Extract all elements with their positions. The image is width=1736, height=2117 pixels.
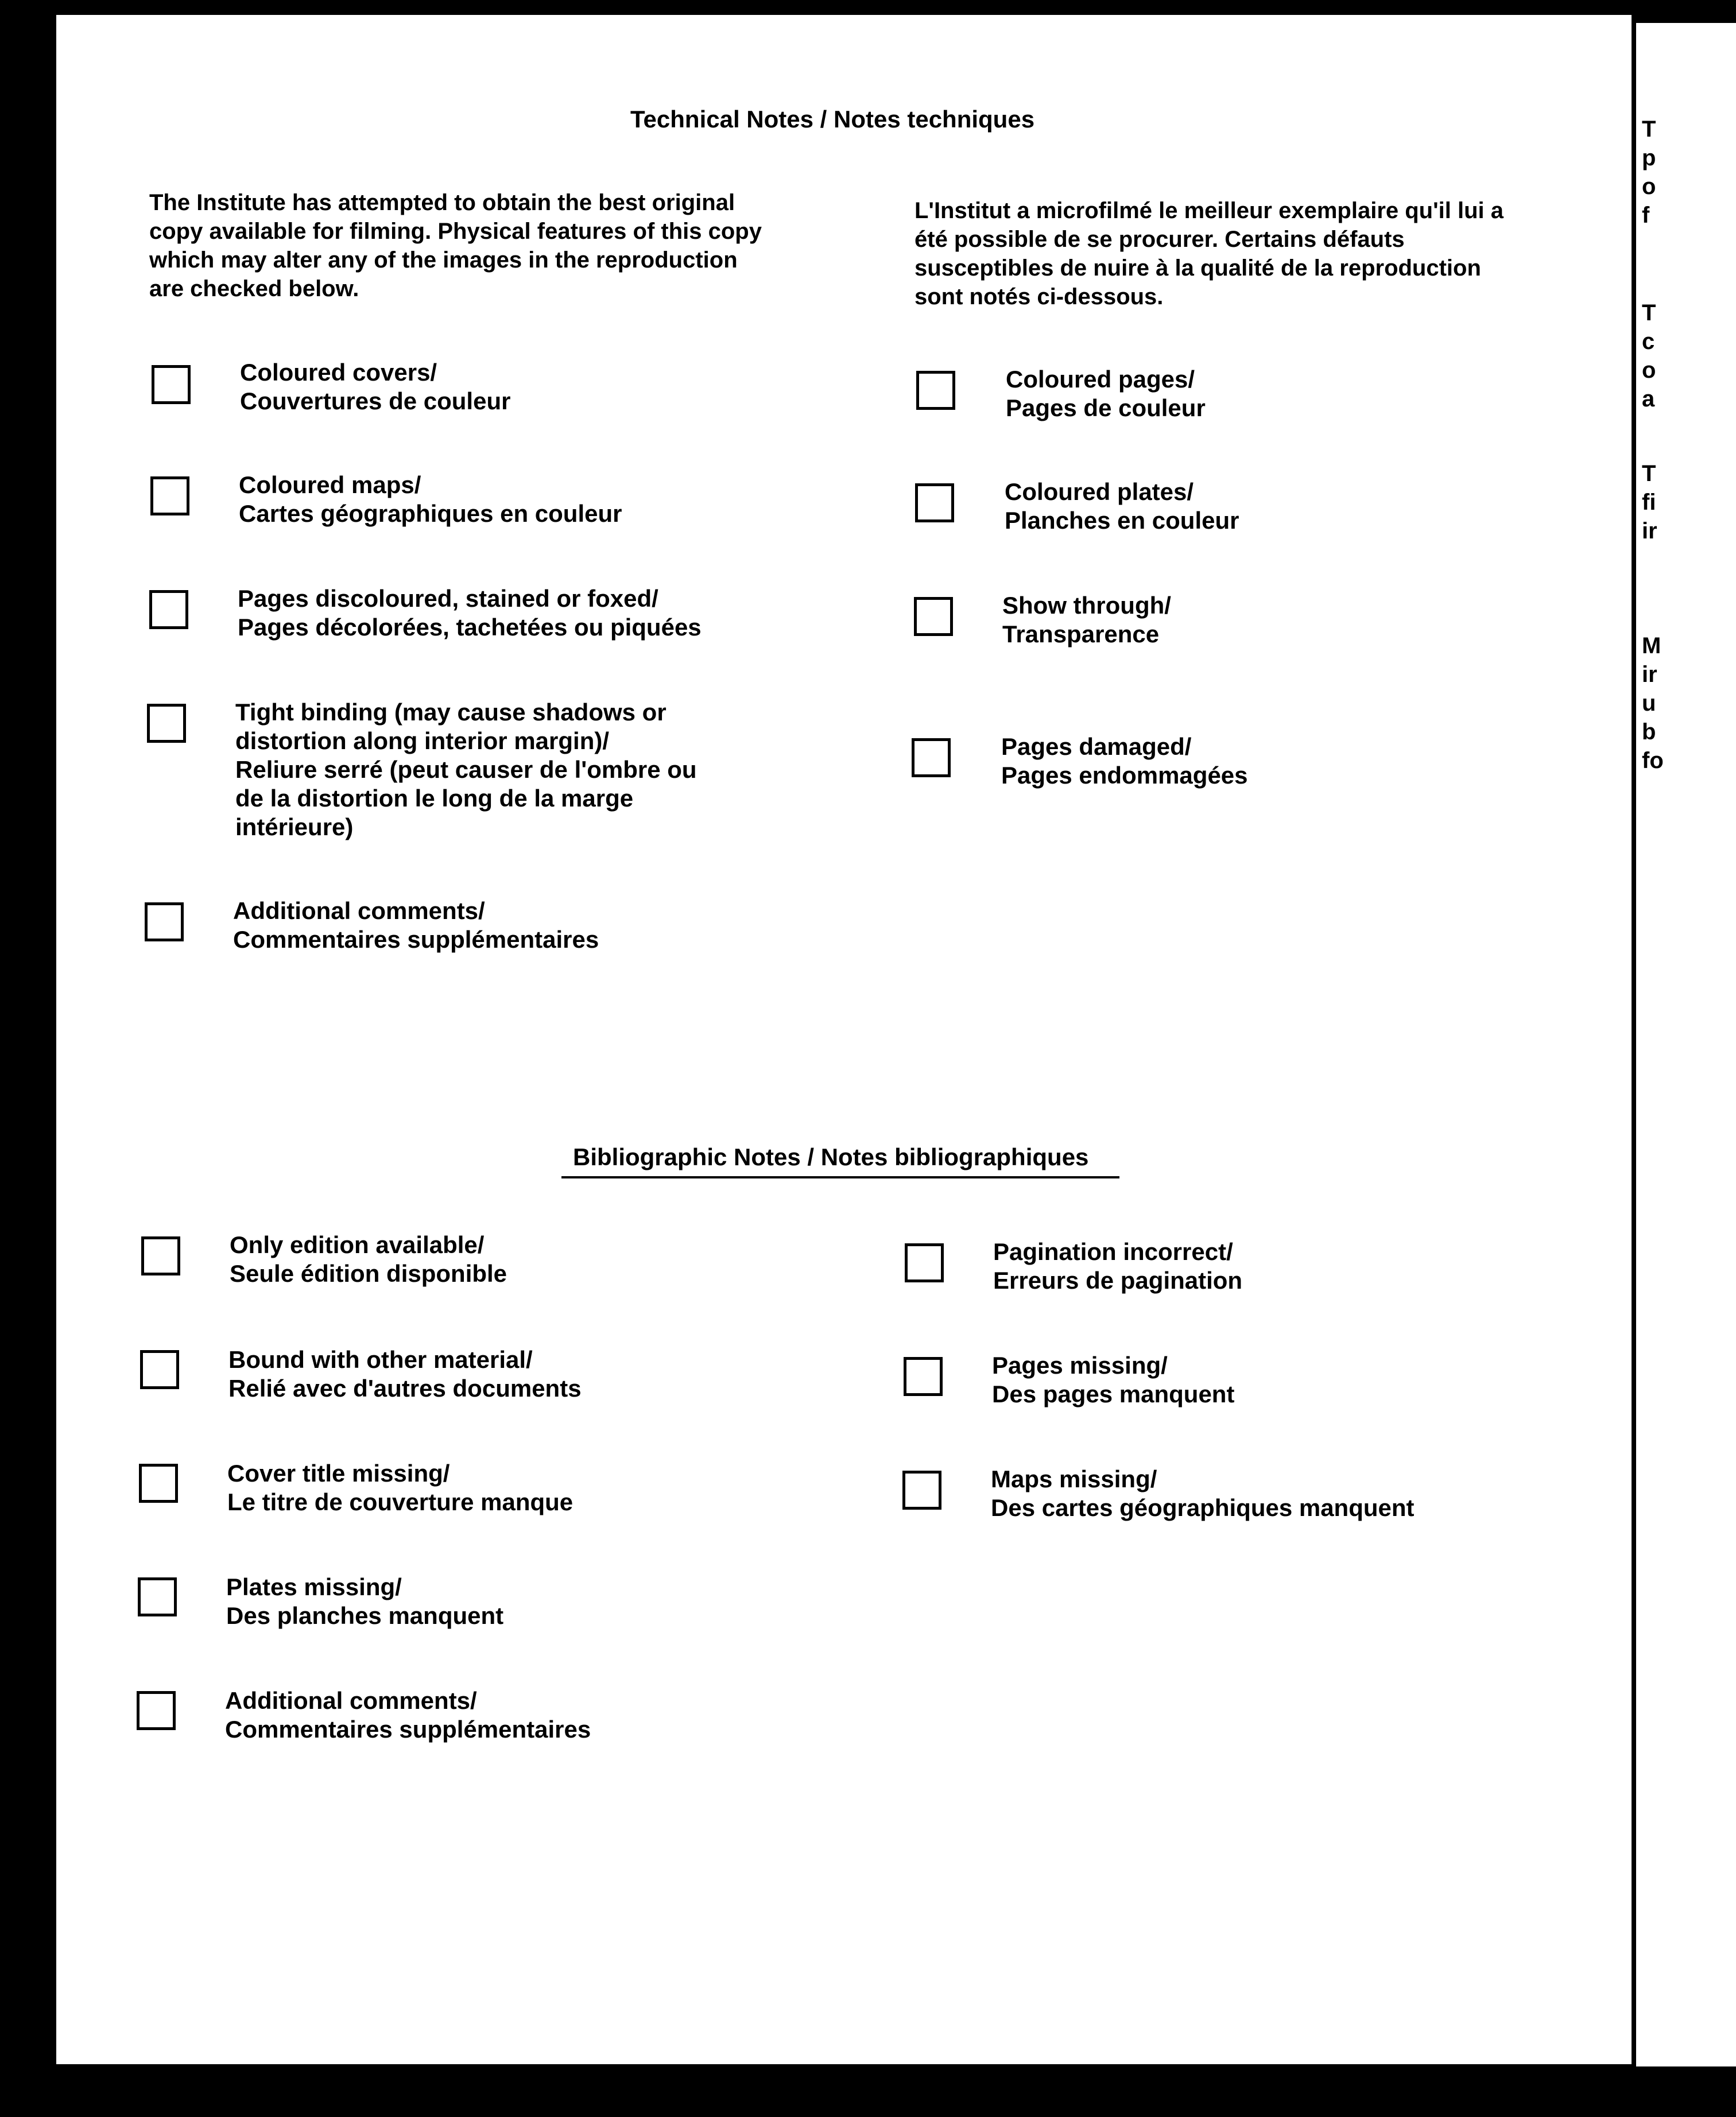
label-only-edition: Only edition available/ Seule édition disponible [230,1231,507,1287]
checkbox-pages-damaged[interactable] [912,738,951,777]
section-divider [561,1176,1119,1178]
label-pagination-incorrect: Pagination incorrect/ Erreurs de pagination [993,1238,1243,1294]
bibliographic-notes-title: Bibliographic Notes / Notes bibliographiques [573,1143,1089,1170]
adjacent-fragment-2: T c o a [1642,300,1656,412]
checkbox-plates-missing[interactable] [138,1577,177,1616]
checkbox-additional-comments-bibliographic[interactable] [137,1691,176,1730]
checkbox-maps-missing[interactable] [902,1471,941,1510]
technical-intro-fr: L'Institut a microfilmé le meilleur exemplaire qu'il lui a été possible de se procurer. Certains défauts susceptibles de nuire à la qualité de la reproduction sont notés ci-dessous. [914,198,1504,309]
technical-notes-title: Technical Notes / Notes techniques [630,106,1035,133]
checkbox-additional-comments-technical[interactable] [145,902,184,941]
checkbox-show-through[interactable] [914,597,953,636]
margin-mark: ( [23,1278,40,1336]
checkbox-cover-title-missing[interactable] [139,1464,178,1503]
label-coloured-covers: Coloured covers/ Couvertures de couleur [240,359,511,414]
document-page [23,15,1632,2064]
checkbox-pages-discoloured[interactable] [149,590,188,629]
label-pages-discoloured: Pages discoloured, stained or foxed/ Pages décolorées, tachetées ou piquées [238,585,702,641]
label-bound-with: Bound with other material/ Relié avec d'autres documents [228,1346,582,1402]
checkbox-tight-binding[interactable] [147,704,186,743]
checkbox-pagination-incorrect[interactable] [905,1243,944,1282]
label-plates-missing: Plates missing/ Des planches manquent [226,1573,504,1629]
checkbox-bound-with[interactable] [140,1350,179,1389]
checkbox-coloured-plates[interactable] [915,483,954,522]
label-additional-comments-bibliographic: Additional comments/ Commentaires supplémentaires [225,1687,591,1743]
checkbox-only-edition[interactable] [141,1236,180,1275]
checkbox-coloured-maps[interactable] [150,476,189,515]
checkbox-coloured-pages[interactable] [916,371,955,410]
adjacent-page-fragment [1636,23,1736,2066]
checkbox-pages-missing[interactable] [904,1357,943,1396]
label-coloured-plates: Coloured plates/ Planches en couleur [1005,478,1239,534]
adjacent-fragment-3: T fi ir [1642,461,1657,544]
checkbox-coloured-covers[interactable] [152,365,191,404]
label-pages-damaged: Pages damaged/ Pages endommagées [1001,733,1248,789]
label-cover-title-missing: Cover title missing/ Le titre de couverture manque [227,1460,574,1515]
adjacent-fragment-4: M ir u b fo [1642,633,1664,773]
label-tight-binding: Tight binding (may cause shadows or distortion along interior margin)/ Reliure serré (peut causer de l'ombre ou de la distortion le long de la marge intérieure) [235,699,697,840]
label-pages-missing: Pages missing/ Des pages manquent [992,1352,1235,1408]
label-additional-comments-technical: Additional comments/ Commentaires supplémentaires [233,897,599,953]
label-coloured-pages: Coloured pages/ Pages de couleur [1006,366,1206,421]
technical-intro-en: The Institute has attempted to obtain the best original copy available for filming. Physical features of this copy which may alter any of the images in the reproduction are checked below. [149,190,762,301]
label-maps-missing: Maps missing/ Des cartes géographiques manquent [991,1465,1415,1521]
label-show-through: Show through/ Transparence [1002,592,1171,647]
label-coloured-maps: Coloured maps/ Cartes géographiques en couleur [239,471,622,527]
adjacent-fragment-1: T p o f [1642,117,1656,228]
